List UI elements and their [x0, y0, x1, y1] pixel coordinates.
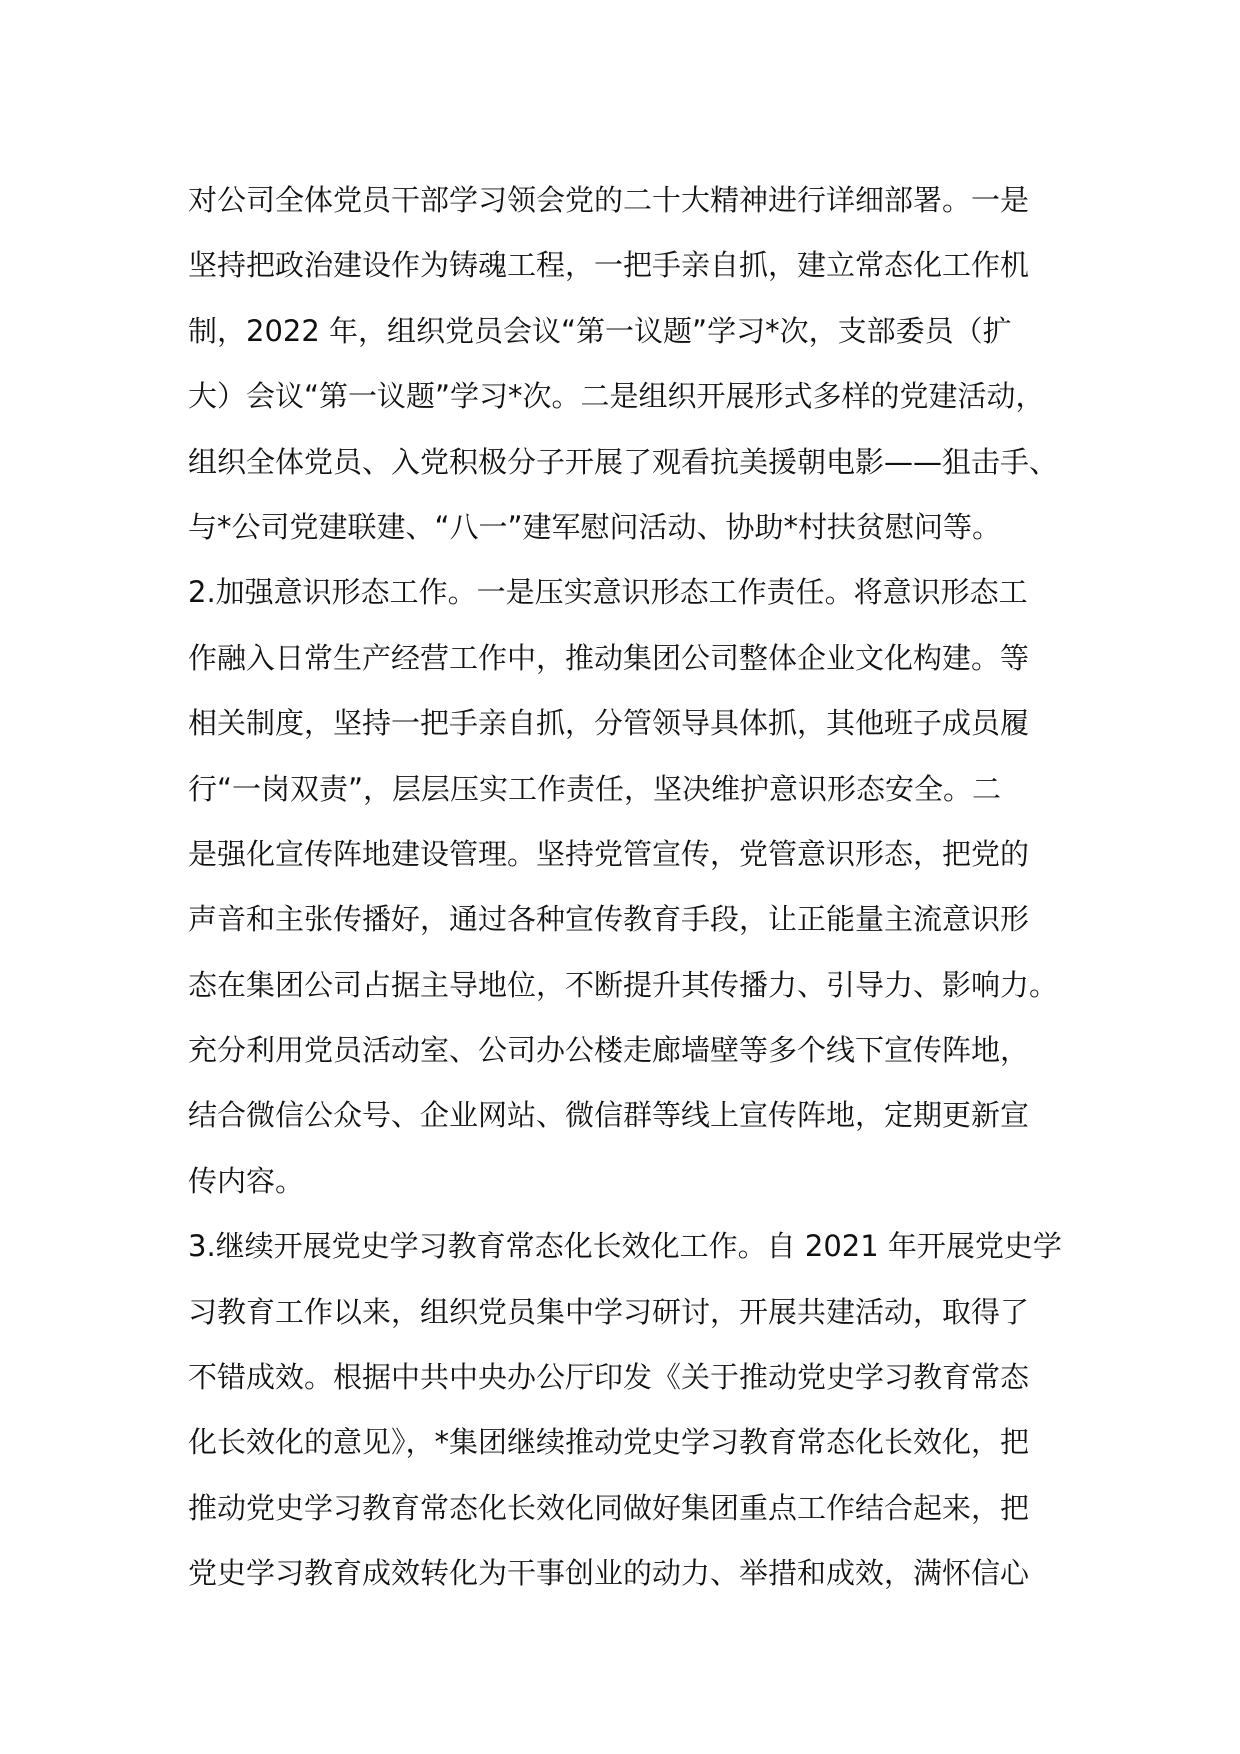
- text-line: 作融入日常生产经营工作中，推动集团公司整体企业文化构建。等: [188, 640, 1030, 675]
- text-line: 对公司全体党员干部学习领会党的二十大精神进行详细部署。一是: [188, 183, 1030, 217]
- text-line: 制，2022 年，组织党员会议“第一议题”学习*次，支部委员（扩: [188, 313, 1012, 348]
- text-line: 态在集团公司占据主导地位，不断提升其传播力、引导力、影响力。: [188, 967, 1059, 1002]
- text-line: 3.继续开展党史学习教育常态化长效化工作。自 2021 年开展党史学: [188, 1229, 1062, 1264]
- text-line: 推动党史学习教育常态化长效化同做好集团重点工作结合起来，把: [188, 1490, 1030, 1525]
- text-line: 传内容。: [188, 1163, 305, 1198]
- text-line: 坚持把政治建设作为铸魂工程，一把手亲自抓，建立常态化工作机: [188, 248, 1030, 283]
- text-line: 与*公司党建联建、“八一”建军慰问活动、协助*村扶贫慰问等。: [188, 509, 1002, 544]
- text-line: 行“一岗双责”，层层压实工作责任，坚决维护意识形态安全。二: [188, 771, 1002, 806]
- text-line: 不错成效。根据中共中央办公厅印发《关于推动党史学习教育常态: [188, 1360, 1030, 1395]
- text-line: 2.加强意识形态工作。一是压实意识形态工作责任。将意识形态工: [188, 575, 1028, 610]
- text-line: 习教育工作以来，组织党员集中学习研讨，开展共建活动，取得了: [188, 1294, 1030, 1329]
- text-line: 大）会议“第一议题”学习*次。二是组织开展形式多样的党建活动，: [188, 379, 1045, 414]
- text-line: 化长效化的意见》，*集团继续推动党史学习教育常态化长效化，把: [188, 1425, 1030, 1460]
- text-line: 相关制度，坚持一把手亲自抓，分管领导具体抓，其他班子成员履: [188, 706, 1030, 741]
- document-body: [188, 168, 1088, 1607]
- text-line: 党史学习教育成效转化为干事创业的动力、举措和成效，满怀信心: [188, 1556, 1030, 1591]
- text-line: 结合微信公众号、企业网站、微信群等线上宣传阵地，定期更新宣: [188, 1098, 1030, 1133]
- text-line: 组织全体党员、入党积极分子开展了观看抗美援朝电影——狙击手、: [188, 444, 1059, 479]
- text-line: 是强化宣传阵地建设管理。坚持党管宣传，党管意识形态，把党的: [188, 836, 1030, 871]
- text-line: 声音和主张传播好，通过各种宣传教育手段，让正能量主流意识形: [188, 902, 1030, 937]
- text-line: 充分利用党员活动室、公司办公楼走廊墙壁等多个线下宣传阵地，: [188, 1033, 1030, 1068]
